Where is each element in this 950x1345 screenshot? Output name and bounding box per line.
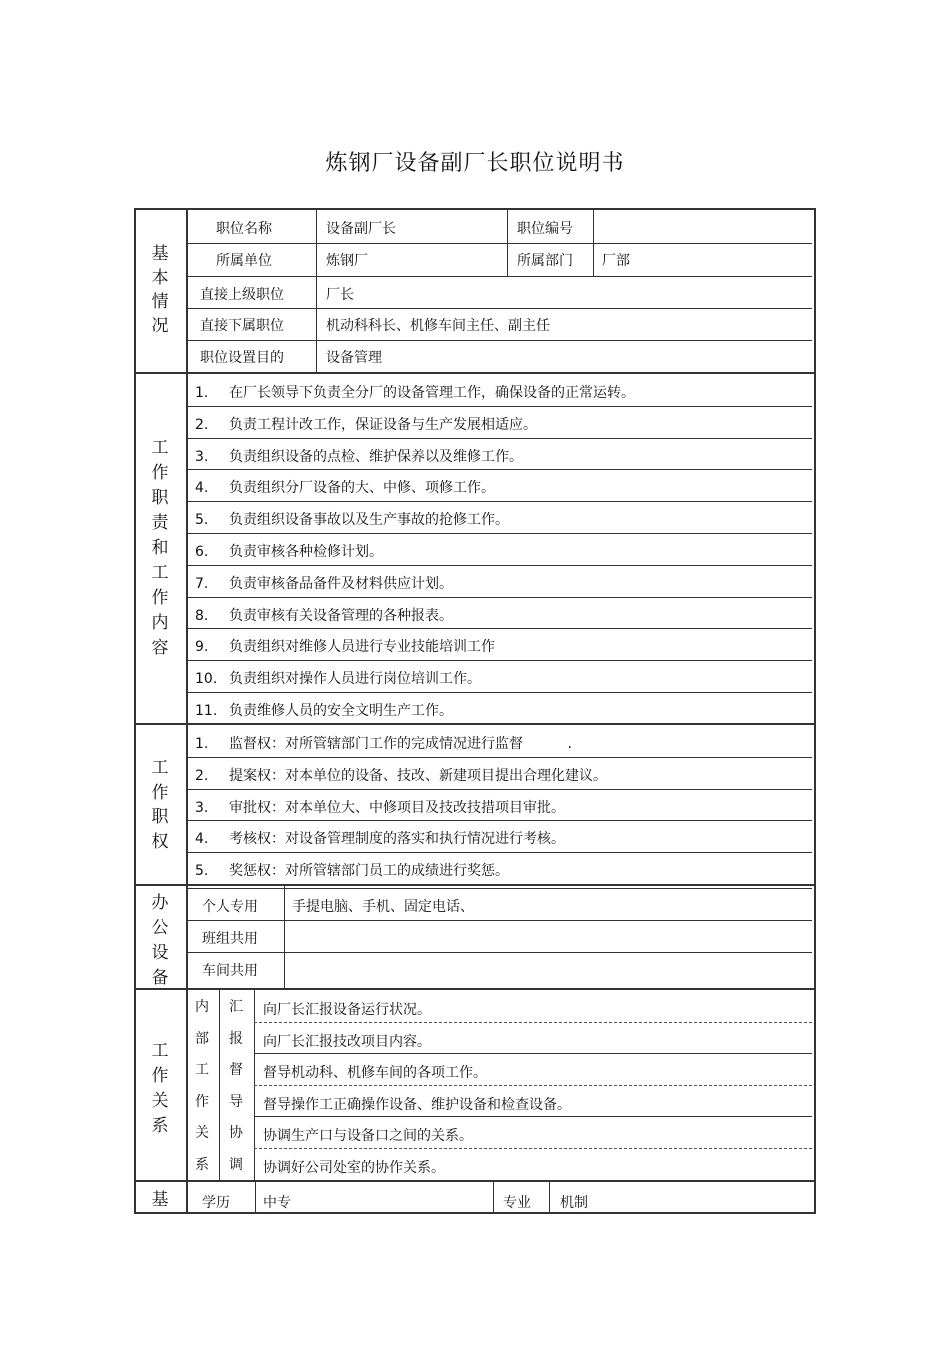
duty-text: 负责审核有关设备管理的各种报表。 xyxy=(229,608,453,624)
section-divider xyxy=(136,1180,814,1182)
duty-number: 5. xyxy=(195,512,209,528)
row-divider xyxy=(188,308,812,309)
section-basic-label: 基 本 情 况 xyxy=(151,244,169,336)
row-divider-dashed xyxy=(254,1085,812,1086)
relation-item: 向厂长汇报技改项目内容。 xyxy=(263,1034,431,1050)
row-divider xyxy=(188,340,812,341)
purpose-label: 职位设置目的 xyxy=(200,350,284,366)
duty-item xyxy=(195,700,453,720)
authority-number: 5. xyxy=(195,863,209,879)
row-divider xyxy=(188,660,812,661)
relation-item: 督导操作工正确操作设备、维护设备和检查设备。 xyxy=(263,1097,571,1113)
duty-item xyxy=(195,477,495,497)
equipment-label-divider xyxy=(284,886,285,988)
row-divider xyxy=(188,789,812,790)
relation-item: 督导机动科、机修车间的各项工作。 xyxy=(263,1065,487,1081)
section-authority-label: 工 作 职 权 xyxy=(151,758,169,852)
duty-number: 2. xyxy=(195,417,209,433)
authority-item xyxy=(195,860,509,880)
duty-text: 负责组织设备事故以及生产事故的抢修工作。 xyxy=(229,512,509,528)
section-divider xyxy=(136,988,814,990)
duty-number: 9. xyxy=(195,639,209,655)
duty-text: 负责审核备品备件及材料供应计划。 xyxy=(229,576,453,592)
section-column-divider xyxy=(186,210,188,1214)
duty-item xyxy=(195,414,537,434)
purpose-value: 设备管理 xyxy=(326,350,382,366)
major-value: 机制 xyxy=(560,1195,588,1211)
duty-number: 10. xyxy=(195,671,218,687)
duty-item xyxy=(195,636,495,656)
duty-item xyxy=(195,668,481,688)
major-label: 专业 xyxy=(503,1195,531,1211)
duty-item xyxy=(195,605,453,625)
row-divider xyxy=(188,952,812,953)
equipment-value: 手提电脑、手机、固定电话、 xyxy=(292,899,474,915)
duty-text: 负责组织分厂设备的大、中修、项修工作。 xyxy=(229,480,495,496)
duty-text: 负责组织对操作人员进行岗位培训工作。 xyxy=(229,671,481,687)
section-relations-label: 工 作 关 系 xyxy=(151,1041,169,1136)
row-divider-dashed xyxy=(254,1148,812,1149)
qual-divider xyxy=(493,1182,494,1214)
qual-divider xyxy=(549,1182,550,1214)
duty-number: 3. xyxy=(195,449,209,465)
duty-text: 负责审核各种检修计划。 xyxy=(229,544,383,560)
section-divider xyxy=(136,884,814,886)
dept-value: 厂部 xyxy=(602,253,630,269)
row-divider xyxy=(188,406,812,407)
row-divider xyxy=(188,565,812,566)
row-divider xyxy=(254,1116,812,1117)
duty-item xyxy=(195,382,635,402)
duty-number: 11. xyxy=(195,703,218,719)
authority-text: 审批权：对本单位大、中修项目及技改技措项目审批。 xyxy=(229,800,565,816)
superior-value: 厂长 xyxy=(326,287,354,303)
unit-value: 炼钢厂 xyxy=(326,253,368,269)
row-divider xyxy=(188,243,812,244)
relations-type-supervise: 督 导 xyxy=(229,1062,243,1110)
section-divider xyxy=(136,723,814,725)
relations-type-report: 汇 报 xyxy=(229,999,243,1047)
row-divider xyxy=(188,438,812,439)
duty-number: 7. xyxy=(195,576,209,592)
section-equipment-label: 办 公 设 备 xyxy=(151,893,169,988)
education-label: 学历 xyxy=(202,1195,230,1211)
row-divider xyxy=(188,888,812,889)
row-divider xyxy=(188,533,812,534)
row-divider xyxy=(188,820,812,821)
authority-number: 1. xyxy=(195,736,209,752)
authority-item xyxy=(195,733,572,753)
duty-number: 4. xyxy=(195,480,209,496)
authority-number: 3. xyxy=(195,800,209,816)
duty-number: 6. xyxy=(195,544,209,560)
authority-text: 提案权：对本单位的设备、技改、新建项目提出合理化建议。 xyxy=(229,768,607,784)
authority-item xyxy=(195,828,565,848)
relations-internal-label: 内 部 工 作 关 系 xyxy=(195,999,209,1173)
position-code-label: 职位编号 xyxy=(517,221,573,237)
qual-divider xyxy=(255,1182,256,1214)
authority-number: 2. xyxy=(195,768,209,784)
row-divider-dashed xyxy=(254,1022,812,1023)
row-divider xyxy=(188,920,812,921)
duty-text: 负责工程计改工作，保证设备与生产发展相适应。 xyxy=(229,417,537,433)
duty-text: 负责组织对维修人员进行专业技能培训工作 xyxy=(229,639,495,655)
authority-text: 考核权：对设备管理制度的落实和执行情况进行考核。 xyxy=(229,831,565,847)
row-divider xyxy=(188,852,812,853)
position-name-value: 设备副厂长 xyxy=(326,221,396,237)
equipment-label: 个人专用 xyxy=(202,899,258,915)
row-divider xyxy=(188,469,812,470)
duty-item xyxy=(195,509,509,529)
relation-item: 协调好公司处室的协作关系。 xyxy=(263,1160,445,1176)
duty-text: 在厂长领导下负责全分厂的设备管理工作，确保设备的正常运转。 xyxy=(229,385,635,401)
row-divider xyxy=(188,501,812,502)
authority-number: 4. xyxy=(195,831,209,847)
basic-label-divider xyxy=(316,210,317,372)
row-divider xyxy=(188,276,812,277)
duty-item xyxy=(195,541,383,561)
subordinate-value: 机动科科长、机修车间主任、副主任 xyxy=(326,318,550,334)
authority-item xyxy=(195,797,565,817)
duty-number: 1. xyxy=(195,385,209,401)
education-value: 中专 xyxy=(263,1195,291,1211)
row-divider xyxy=(188,597,812,598)
relation-item: 协调生产口与设备口之间的关系。 xyxy=(263,1128,473,1144)
duty-item xyxy=(195,446,523,466)
duty-item xyxy=(195,573,453,593)
row-divider xyxy=(254,1053,812,1054)
relation-item: 向厂长汇报设备运行状况。 xyxy=(263,1002,431,1018)
relations-type-coordinate: 协 调 xyxy=(229,1125,243,1173)
duty-text: 负责维修人员的安全文明生产工作。 xyxy=(229,703,453,719)
section-divider xyxy=(136,372,814,374)
unit-label: 所属单位 xyxy=(216,253,272,269)
superior-label: 直接上级职位 xyxy=(200,287,284,303)
row-divider xyxy=(188,692,812,693)
authority-text: 奖惩权：对所管辖部门员工的成绩进行奖惩。 xyxy=(229,863,509,879)
authority-item xyxy=(195,765,607,785)
section-qualification-label: 基 xyxy=(151,1190,169,1210)
row-divider xyxy=(188,757,812,758)
page-title: 炼钢厂设备副厂长职位说明书 xyxy=(325,151,625,176)
dept-label: 所属部门 xyxy=(517,253,573,269)
row-divider xyxy=(188,628,812,629)
section-duties-label: 工 作 职 责 和 工 作 内 容 xyxy=(151,438,169,658)
duty-number: 8. xyxy=(195,608,209,624)
equipment-label: 班组共用 xyxy=(202,931,258,947)
subordinate-label: 直接下属职位 xyxy=(200,318,284,334)
duty-text: 负责组织设备的点检、维护保养以及维修工作。 xyxy=(229,449,523,465)
equipment-label: 车间共用 xyxy=(202,963,258,979)
authority-text: 监督权：对所管辖部门工作的完成情况进行监督 . xyxy=(229,736,572,752)
position-name-label: 职位名称 xyxy=(216,221,272,237)
relations-internal-divider xyxy=(219,990,220,1180)
